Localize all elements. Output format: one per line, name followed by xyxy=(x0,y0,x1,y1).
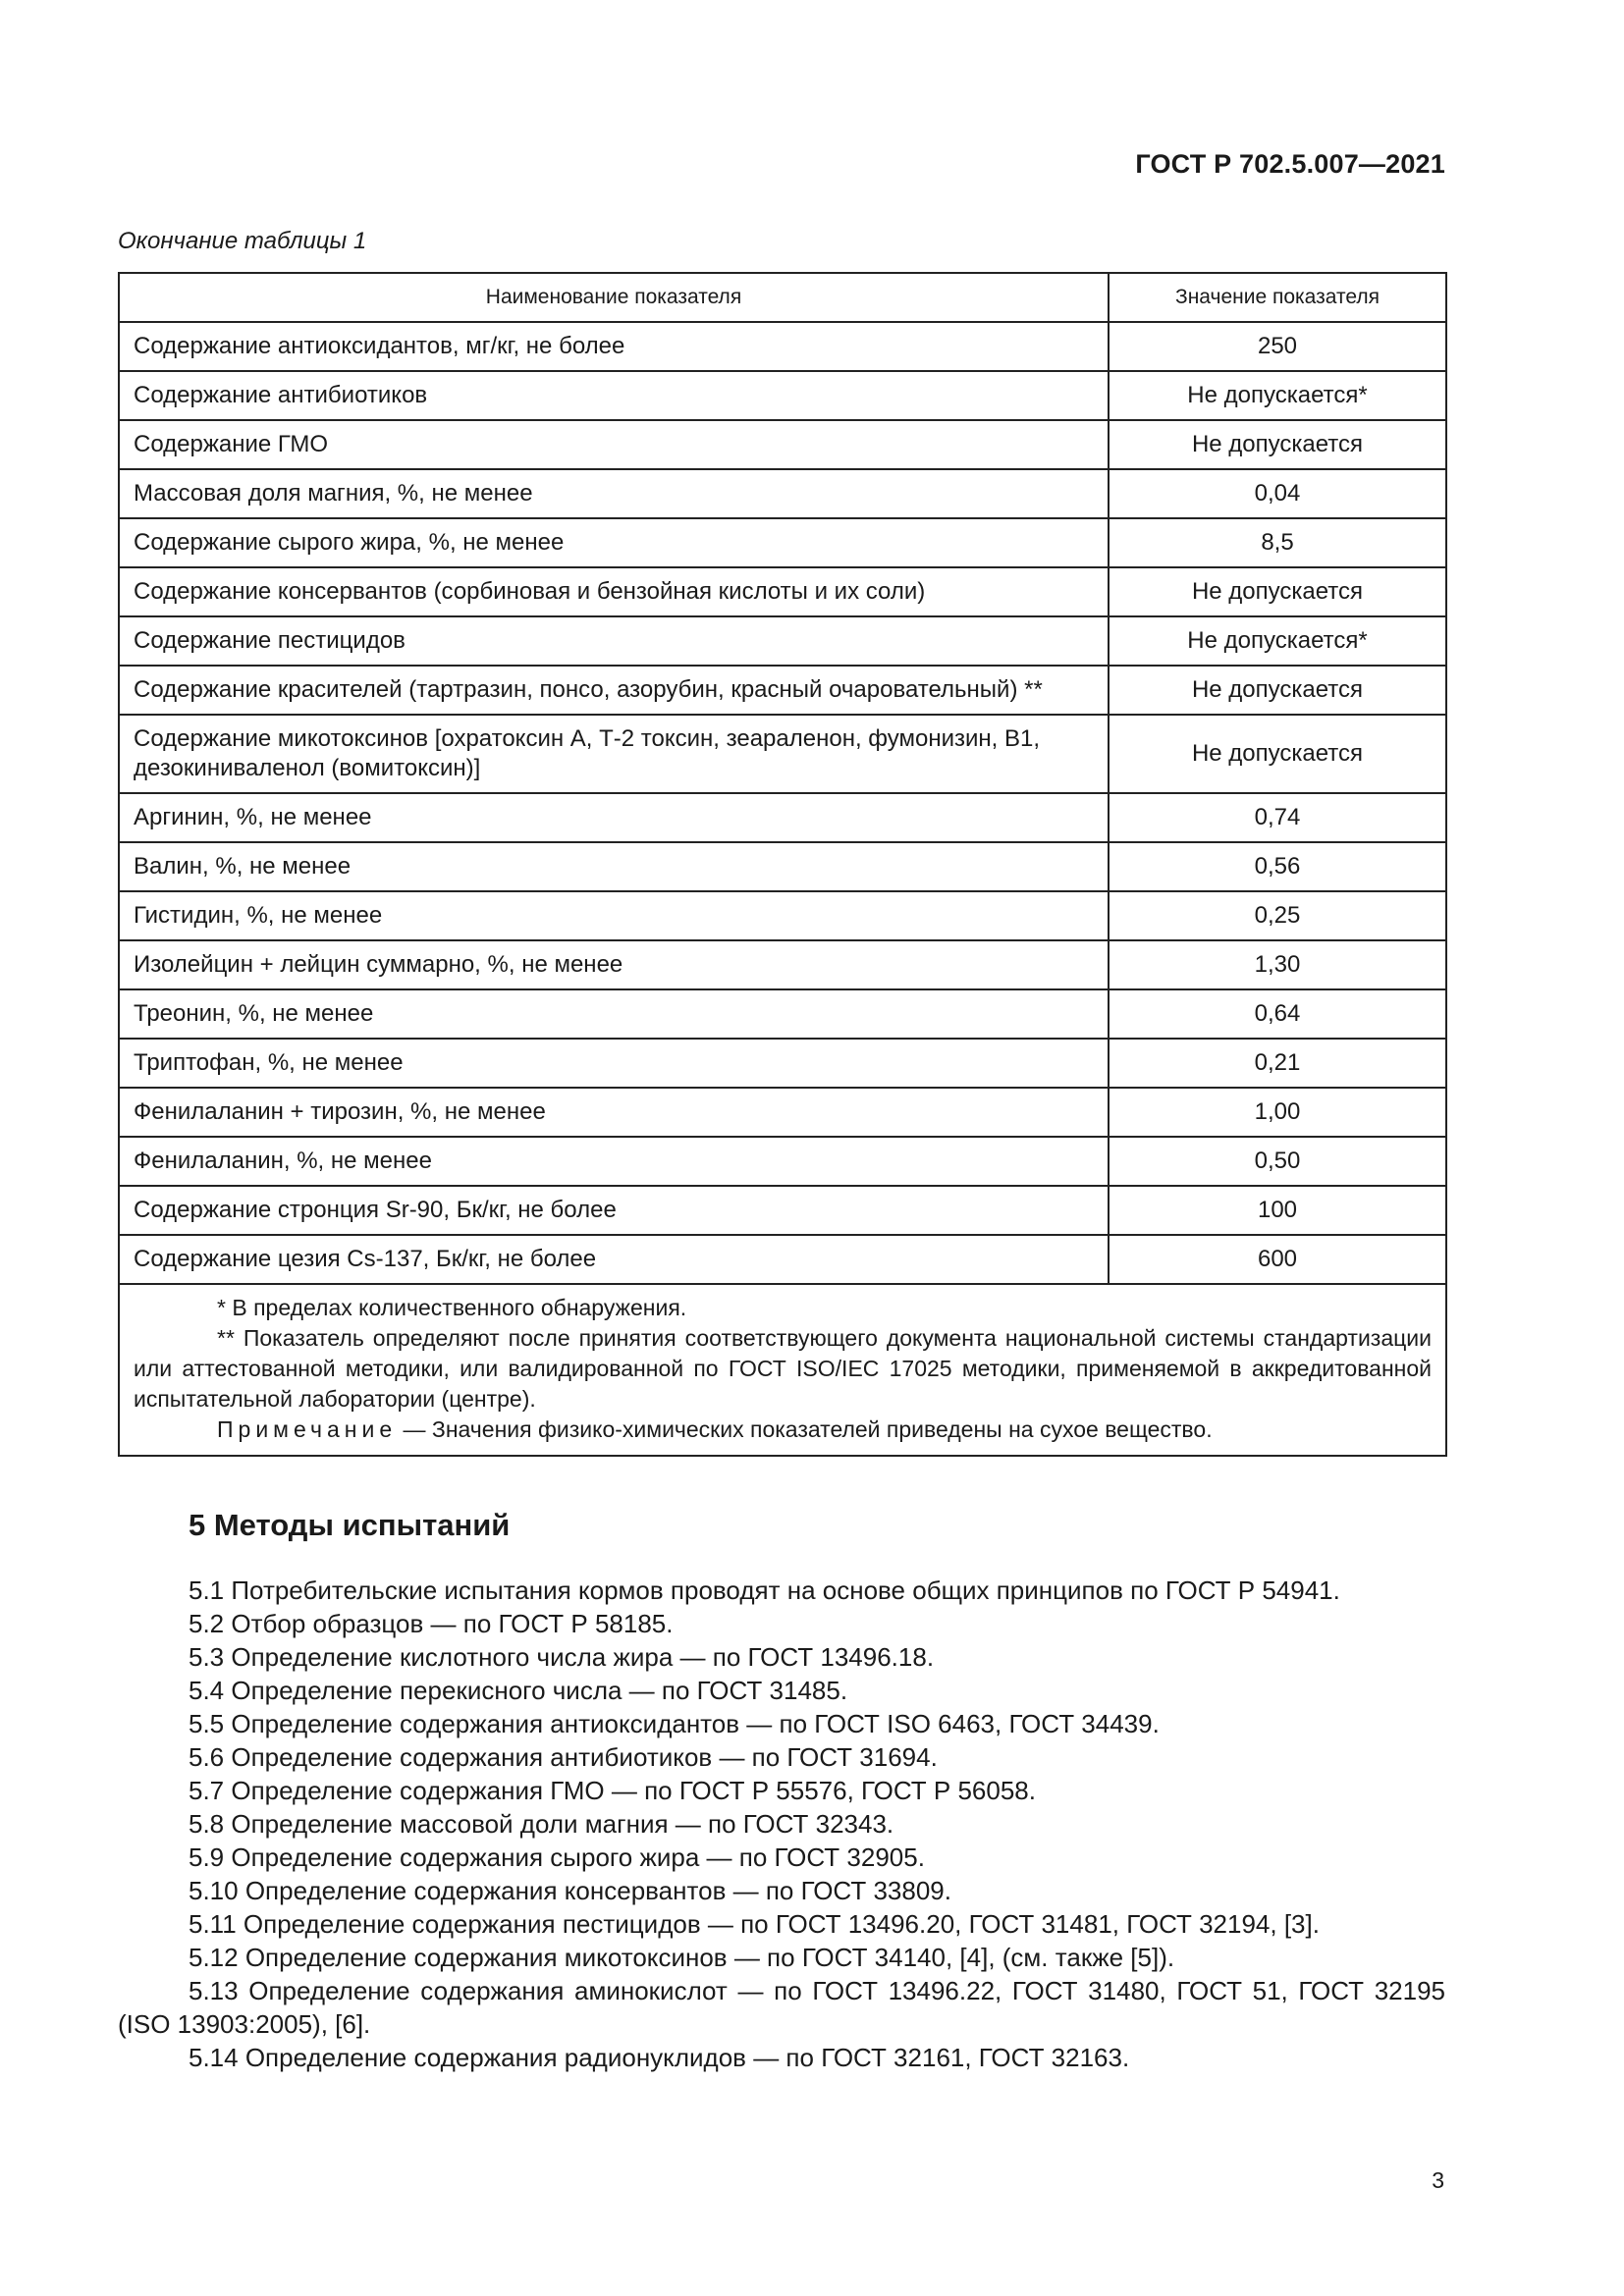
table-row xyxy=(119,1137,1446,1186)
indicator-name: Содержание сырого жира, %, не менее xyxy=(119,518,1109,567)
table-row xyxy=(119,1235,1446,1284)
table-row xyxy=(119,666,1446,715)
table-row xyxy=(119,420,1446,469)
indicator-name: Фенилаланин, %, не менее xyxy=(119,1137,1109,1186)
method-item: 5.2 Отбор образцов — по ГОСТ Р 58185. xyxy=(189,1609,674,1638)
indicator-value: 1,00 xyxy=(1109,1088,1446,1137)
table-row xyxy=(119,940,1446,989)
table-note xyxy=(134,1415,1432,1445)
indicator-name: Фенилаланин + тирозин, %, не менее xyxy=(119,1088,1109,1137)
method-item: 5.1 Потребительские испытания кормов проводят на основе общих принципов по ГОСТ Р 54941. xyxy=(189,1575,1340,1605)
indicator-value: Не допускается* xyxy=(1109,616,1446,666)
document-code: ГОСТ Р 702.5.007—2021 xyxy=(1135,149,1445,179)
indicator-value: 1,30 xyxy=(1109,940,1446,989)
indicator-name: Содержание стронция Sr-90, Бк/кг, не более xyxy=(119,1186,1109,1235)
indicator-value: 0,74 xyxy=(1109,793,1446,842)
table-row xyxy=(119,891,1446,940)
table-caption: Окончание таблицы 1 xyxy=(118,228,367,254)
indicators-table xyxy=(118,272,1447,1457)
method-item: 5.5 Определение содержания антиоксидантов — по ГОСТ ISO 6463, ГОСТ 34439. xyxy=(189,1709,1160,1738)
table-row xyxy=(119,793,1446,842)
section-title: 5 Методы испытаний xyxy=(189,1508,511,1542)
footnote-standard-document: ** Показатель определяют после принятия соответствующего документа национальной системы стандартизации или аттестованной методики, или валидированной по ГОСТ ISO/IEC 17025 методики, применяемой в аккредитованной испытательной лаборатории (центре). xyxy=(134,1325,1432,1412)
indicator-value: 0,50 xyxy=(1109,1137,1446,1186)
indicator-value: 0,56 xyxy=(1109,842,1446,891)
method-item: 5.12 Определение содержания микотоксинов — по ГОСТ 34140, [4], (см. также [5]). xyxy=(189,1943,1175,1972)
indicator-value: Не допускается* xyxy=(1109,371,1446,420)
indicator-value: Не допускается xyxy=(1109,567,1446,616)
table-row xyxy=(119,371,1446,420)
table-row xyxy=(119,842,1446,891)
indicator-name: Триптофан, %, не менее xyxy=(119,1039,1109,1088)
indicator-value: 600 xyxy=(1109,1235,1446,1284)
page-number: 3 xyxy=(1432,2167,1444,2193)
indicator-value: 0,64 xyxy=(1109,989,1446,1039)
method-item: 5.4 Определение перекисного числа — по ГОСТ 31485. xyxy=(189,1676,848,1705)
method-item: 5.3 Определение кислотного числа жира — по ГОСТ 13496.18. xyxy=(189,1642,935,1672)
table-row xyxy=(119,1088,1446,1137)
table-row xyxy=(119,989,1446,1039)
table-row xyxy=(119,518,1446,567)
indicator-value: 8,5 xyxy=(1109,518,1446,567)
indicator-name: Валин, %, не менее xyxy=(119,842,1109,891)
indicator-value: Не допускается xyxy=(1109,715,1446,793)
method-item: 5.10 Определение содержания консервантов — по ГОСТ 33809. xyxy=(189,1876,951,1905)
indicator-name: Треонин, %, не менее xyxy=(119,989,1109,1039)
method-item: 5.9 Определение содержания сырого жира — по ГОСТ 32905. xyxy=(189,1842,925,1872)
method-item: 5.13 Определение содержания аминокислот — по ГОСТ 13496.22, ГОСТ 31480, ГОСТ 51, ГОСТ 32195 (ISO 13903:2005), [6]. xyxy=(118,1976,1445,2039)
indicator-value: 0,21 xyxy=(1109,1039,1446,1088)
indicator-name: Содержание красителей (тартразин, понсо, азорубин, красный очаровательный) ** xyxy=(119,666,1109,715)
table-row xyxy=(119,1186,1446,1235)
indicator-name: Массовая доля магния, %, не менее xyxy=(119,469,1109,518)
indicator-value: Не допускается xyxy=(1109,420,1446,469)
test-methods-list xyxy=(118,1574,1445,2074)
method-item: 5.14 Определение содержания радионуклидов — по ГОСТ 32161, ГОСТ 32163. xyxy=(189,2043,1130,2072)
column-header-value: Значение показателя xyxy=(1109,273,1446,322)
indicator-name: Изолейцин + лейцин суммарно, %, не менее xyxy=(119,940,1109,989)
indicator-value: 0,25 xyxy=(1109,891,1446,940)
method-item: 5.6 Определение содержания антибиотиков — по ГОСТ 31694. xyxy=(189,1742,938,1772)
indicator-value: 100 xyxy=(1109,1186,1446,1235)
table-row xyxy=(119,567,1446,616)
indicator-value: 0,04 xyxy=(1109,469,1446,518)
indicator-name: Содержание антиоксидантов, мг/кг, не более xyxy=(119,322,1109,371)
indicator-name: Гистидин, %, не менее xyxy=(119,891,1109,940)
indicator-name: Содержание антибиотиков xyxy=(119,371,1109,420)
footnote-quantitative-detection: * В пределах количественного обнаружения. xyxy=(217,1295,687,1320)
table-row xyxy=(119,616,1446,666)
indicator-name: Аргинин, %, не менее xyxy=(119,793,1109,842)
indicator-value: 250 xyxy=(1109,322,1446,371)
indicator-name: Содержание пестицидов xyxy=(119,616,1109,666)
table-row xyxy=(119,715,1446,793)
note-text: — Значения физико-химических показателей приведены на сухое вещество. xyxy=(397,1416,1213,1442)
table-header-row xyxy=(119,273,1446,322)
note-label: Примечание xyxy=(217,1416,398,1442)
indicator-value: Не допускается xyxy=(1109,666,1446,715)
table-row xyxy=(119,469,1446,518)
method-item: 5.7 Определение содержания ГМО — по ГОСТ Р 55576, ГОСТ Р 56058. xyxy=(189,1776,1036,1805)
table-row xyxy=(119,322,1446,371)
method-item: 5.11 Определение содержания пестицидов — по ГОСТ 13496.20, ГОСТ 31481, ГОСТ 32194, [3]. xyxy=(189,1909,1320,1939)
indicator-name: Содержание ГМО xyxy=(119,420,1109,469)
indicator-name: Содержание микотоксинов [охратоксин А, Т-2 токсин, зеараленон, фумонизин, В1, дезокиниваленол (вомитоксин)] xyxy=(119,715,1109,793)
table-notes xyxy=(119,1284,1446,1456)
column-header-name: Наименование показателя xyxy=(119,273,1109,322)
table-row xyxy=(119,1039,1446,1088)
table-notes-row xyxy=(119,1284,1446,1456)
method-item: 5.8 Определение массовой доли магния — по ГОСТ 32343. xyxy=(189,1809,894,1839)
indicator-name: Содержание консервантов (сорбиновая и бензойная кислоты и их соли) xyxy=(119,567,1109,616)
indicator-name: Содержание цезия Cs-137, Бк/кг, не более xyxy=(119,1235,1109,1284)
